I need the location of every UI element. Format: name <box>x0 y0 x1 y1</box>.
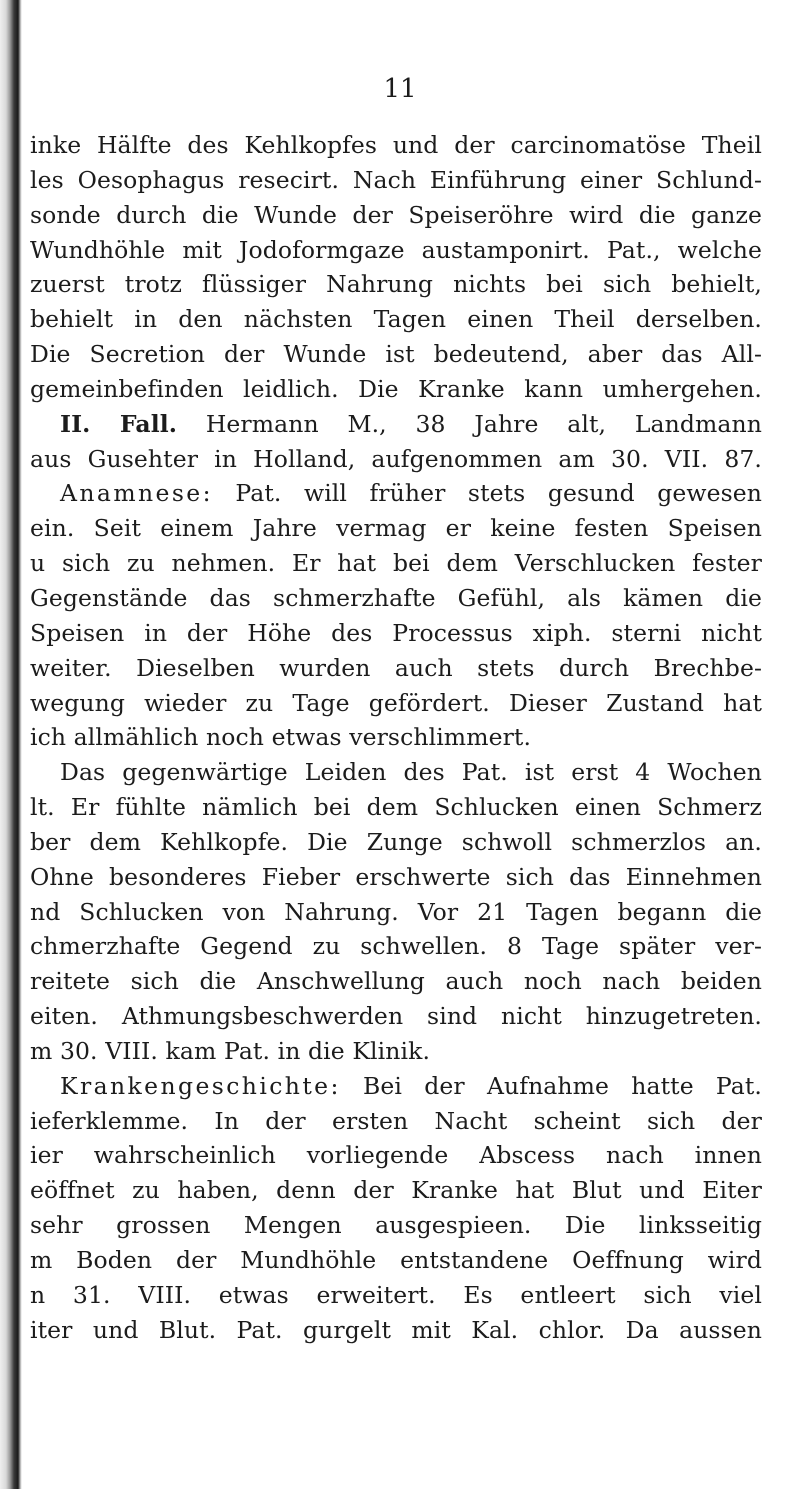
text-span: Pat. will früher stets gesund gewesen <box>235 479 762 508</box>
paragraph-krankengeschichte <box>30 1069 762 1348</box>
text-line: eöffnet zu haben, denn der Kranke hat Blut und Eiter <box>30 1176 762 1205</box>
paragraph-case-header <box>30 407 762 477</box>
section-heading-krankengeschichte: Krankengeschichte: <box>60 1071 341 1100</box>
text-line: ier wahrscheinlich vorliegende Abscess nach innen <box>30 1141 762 1170</box>
case-label: II. Fall. <box>60 409 178 438</box>
text-line: ber dem Kehlkopfe. Die Zunge schwoll schmerzlos an. <box>30 827 762 856</box>
text-line: sonde durch die Wunde der Speiseröhre wird die ganze <box>30 200 762 229</box>
text-line: Die Secretion der Wunde ist bedeutend, aber das All- <box>30 340 762 369</box>
text-line: zuerst trotz flüssiger Nahrung nichts bei sich behielt, <box>30 270 762 299</box>
paragraph-current-illness <box>30 755 762 1069</box>
text-line: weiter. Dieselben wurden auch stets durch Brechbe- <box>30 653 762 682</box>
text-line <box>30 1069 762 1104</box>
text-line: Ohne besonderes Fieber erschwerte sich das Einnehmen <box>30 862 762 891</box>
text-line <box>30 407 762 442</box>
text-line: sehr grossen Mengen ausgespieen. Die linksseitig <box>30 1211 762 1240</box>
text-line: lt. Er fühlte nämlich bei dem Schlucken einen Schmerz <box>30 793 762 822</box>
text-line: chmerzhafte Gegend zu schwellen. 8 Tage später ver- <box>30 932 762 961</box>
text-line: behielt in den nächsten Tagen einen Theil derselben. <box>30 305 762 334</box>
text-line: wegung wieder zu Tage gefördert. Dieser Zustand hat <box>30 688 762 717</box>
paragraph-continuation <box>30 128 762 407</box>
text-line: m Boden der Mundhöhle entstandene Oeffnung wird <box>30 1246 762 1274</box>
text-line: Gegenstände das schmerzhafte Gefühl, als kämen die <box>30 583 762 612</box>
text-line: Das gegenwärtige Leiden des Pat. ist erst 4 Wochen <box>60 758 762 787</box>
text-line: u sich zu nehmen. Er hat bei dem Verschlucken fester <box>30 549 762 578</box>
text-line: Wundhöhle mit Jodoformgaze austamponirt. Pat., welche <box>30 235 762 264</box>
text-line: n 31. VIII. etwas erweitert. Es entleert sich viel <box>30 1280 762 1309</box>
text-line: aus Gusehter in Holland, aufgenommen am 30. VII. 87. <box>30 444 762 473</box>
case-details: Hermann M., 38 Jahre alt, Landmann <box>205 409 762 438</box>
paragraph-anamnese <box>30 476 762 755</box>
page-number: 11 <box>383 74 417 104</box>
text-line: reitete sich die Anschwellung auch noch nach beiden <box>30 967 762 996</box>
section-heading-anamnese: Anamnese: <box>60 479 213 508</box>
text-line: ich allmählich noch etwas verschlimmert. <box>30 723 532 752</box>
text-line: ein. Seit einem Jahre vermag er keine festen Speisen <box>30 514 762 543</box>
text-line: les Oesophagus resecirt. Nach Einführung einer Schlund- <box>30 165 762 194</box>
text-line: ieferklemme. In der ersten Nacht scheint sich der <box>30 1106 762 1135</box>
body-text <box>30 128 762 1348</box>
text-line: nd Schlucken von Nahrung. Vor 21 Tagen begann die <box>30 897 762 926</box>
text-line: inke Hälfte des Kehlkopfes und der carcinomatöse Theil <box>30 131 762 159</box>
text-line <box>30 476 762 511</box>
text-line: iter und Blut. Pat. gurgelt mit Kal. chlor. Da aussen <box>30 1315 762 1344</box>
text-line: Speisen in der Höhe des Processus xiph. sterni nicht <box>30 618 762 647</box>
text-line: gemeinbefinden leidlich. Die Kranke kann umhergehen. <box>30 374 762 403</box>
text-line: eiten. Athmungsbeschwerden sind nicht hinzugetreten. <box>30 1002 762 1031</box>
book-binding-gutter <box>0 0 22 1489</box>
text-span: Bei der Aufnahme hatte Pat. <box>363 1071 762 1100</box>
text-line: m 30. VIII. kam Pat. in die Klinik. <box>30 1036 431 1065</box>
